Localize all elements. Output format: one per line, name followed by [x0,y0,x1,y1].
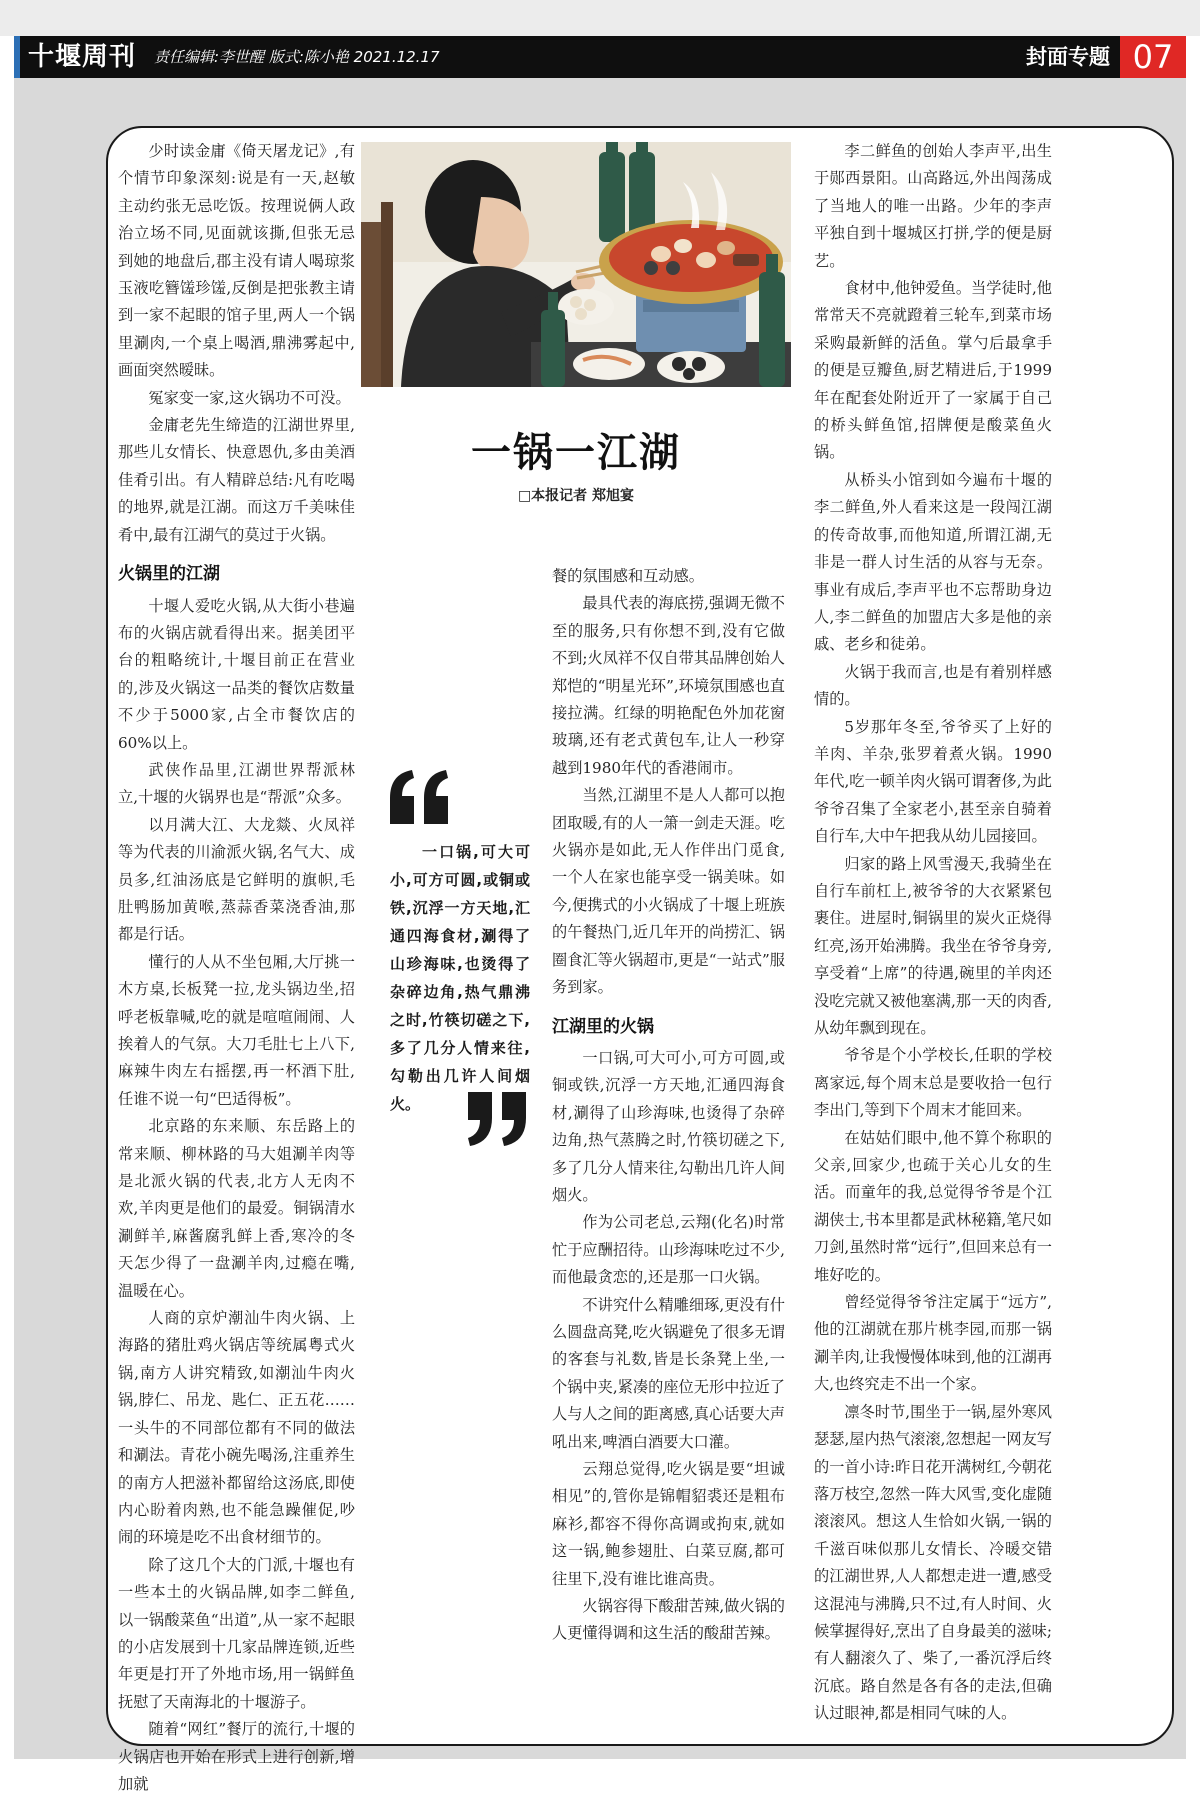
paragraph: 曾经觉得爷爷注定属于“远方”,他的江湖就在那片桃李园,而那一锅涮羊肉,让我慢慢体味到,他的江湖再大,也终究走不出一个家。 [814,1293,1052,1394]
close-quote-icon [460,1088,530,1148]
text-column-3 [552,563,785,1648]
pull-quote [390,838,530,1118]
page-number: 07 [1120,36,1186,78]
paragraph: 懂行的人从不坐包厢,大厅挑一木方桌,长板凳一拉,龙头锅边坐,招呼老板靠喊,吃的就是喧喧闹闹、人挨着人的气氛。大刀毛肚七上八下,麻辣牛肉左右摇摆,再一杯酒下肚,任谁不说一句“巴适得板”。 [118,952,355,1108]
paragraph: 爷爷是个小学校长,任职的学校离家远,每个周末总是要收拾一包行李出门,等到下个周末才能回来。 [814,1046,1052,1120]
paragraph: 最具代表的海底捞,强调无微不至的服务,只有你想不到,没有它做不到;火凤祥不仅自带其品牌创始人郑恺的“明星光环”,环境氛围感也直接拉满。红绿的明艳配色外加花窗玻璃,还有老式黄包车,让人一秒穿越到1980年代的香港闹市。 [552,594,785,777]
paragraph: 不讲究什么精雕细琢,更没有什么圆盘高凳,吃火锅避免了很多无谓的客套与礼数,皆是长条凳上坐,一个锅中夹,紧凑的座位无形中拉近了人与人之间的距离感,真心话要大声吼出来,啤酒白酒要大口灌。 [552,1295,785,1451]
paragraph: 5岁那年冬至,爷爷买了上好的羊肉、羊杂,张罗着煮火锅。1990年代,吃一顿羊肉火锅可谓奢侈,为此爷爷召集了全家老小,甚至亲自骑着自行车,大中午把我从幼儿园接回。 [814,717,1052,846]
paragraph: 少时读金庸《倚天屠龙记》,有个情节印象深刻:说是有一天,赵敏主动约张无忌吃饭。按理说俩人政治立场不同,见面就该撕,但张无忌到她的地盘后,郡主没有请人喝琼浆玉液吃簪馐珍馐,反倒是把张教主请到一家不起眼的馆子里,两人一个锅里涮肉,一个桌上喝酒,鼎沸雾起中,画面突然暧昧。 [118,142,355,380]
paragraph: 火锅容得下酸甜苦辣,做火锅的人更懂得调和这生活的酸甜苦辣。 [552,1597,785,1643]
publication-name: 十堰周刊 [28,42,137,72]
paragraph: 云翔总觉得,吃火锅是要“坦诚相见”的,管你是锦帽貂裘还是粗布麻衫,都容不得你高调或拘束,就如这一锅,鲍参翅肚、白菜豆腐,都可往里下,没有谁比谁高贵。 [552,1460,785,1588]
top-margin [0,0,1200,36]
header-blue-tab [14,36,20,78]
paragraph: 随着“网红”餐厅的流行,十堰的火锅店也开始在形式上进行创新,增加就 [118,1720,355,1793]
paragraph: 餐的氛围感和互动感。 [552,567,704,585]
paragraph: 十堰人爱吃火锅,从大街小巷遍布的火锅店就看得出来。据美团平台的粗略统计,十堰目前正在营业的,涉及火锅这一品类的餐饮店数量不少于5000家,占全市餐饮店的60%以上。 [118,596,355,752]
pull-quote-text: 一口锅,可大可小,可方可圆,或铜或铁,沉浮一方天地,汇通四海食材,涮得了山珍海味,也烫得了杂碎边角,热气鼎沸之时,竹筷切磋之下,多了几分人情来往,勾勒出几许人间烟火。 [390,843,530,1113]
paragraph: 归家的路上风雪漫天,我骑坐在自行车前杠上,被爷爷的大衣紧紧包裹住。进屋时,铜锅里的炭火正烧得红亮,汤开始沸腾。我坐在爷爷身旁,享受着“上席”的待遇,碗里的羊肉还没吃完就又被他塞满,那一天的肉香,从幼年飘到现在。 [814,854,1052,1037]
paragraph: 武侠作品里,江湖世界帮派林立,十堰的火锅界也是“帮派”众多。 [118,760,355,807]
paragraph: 从桥头小馆到如今遍布十堰的李二鲜鱼,外人看来这是一段闯江湖的传奇故事,而他知道,所谓江湖,无非是一群人讨生活的从容与无奈。事业有成后,李声平也不忘帮助身边人,李二鲜鱼的加盟店大多是他的亲戚、老乡和徒弟。 [814,470,1052,654]
paragraph: 食材中,他钟爱鱼。当学徒时,他常常天不亮就蹬着三轮车,到菜市场采购最新鲜的活鱼。掌勺后最拿手的便是豆瓣鱼,厨艺精进后,于1999年在配套处附近开了一家属于自己的桥头鲜鱼馆,招牌便是酸菜鱼火锅。 [814,279,1052,462]
text-column-1 [118,138,355,1798]
paragraph: 在姑姑们眼中,他不算个称职的父亲,回家少,也疏于关心儿女的生活。而童年的我,总觉得爷爷是个江湖侠士,书本里都是武林秘籍,笔尺如刀剑,虽然时常“远行”,但回来总有一堆好吃的。 [814,1128,1052,1284]
paragraph: 凛冬时节,围坐于一锅,屋外寒风瑟瑟,屋内热气滚滚,忽想起一网友写的一首小诗:昨日花开满树红,今朝花落万枝空,忽然一阵大风雪,变化虚随滚滚风。想这人生恰如火锅,一锅的千滋百味似那儿女情长、冷暖交错的江湖世界,人人都想走进一遭,感受这混沌与沸腾,只不过,有人时间、火候掌握得好,烹出了自身最美的滋味;有人翻滚久了、柴了,一番沉浮后终沉底。路自然是各有各的走法,但确认过眼神,都是相同气味的人。 [814,1402,1052,1723]
paragraph: 北京路的东来顺、东岳路上的常来顺、柳林路的马大姐涮羊肉等是北派火锅的代表,北方人无肉不欢,羊肉更是他们的最爱。铜锅清水涮鲜羊,麻酱腐乳鲜上香,寒冷的冬天怎少得了一盘涮羊肉,过瘾在嘴,温暖在心。 [118,1117,355,1300]
paragraph: 冤家变一家,这火锅功不可没。 [148,388,351,407]
paragraph: 当然,江湖里不是人人都可以抱团取暖,有的人一箫一剑走天涯。吃火锅亦是如此,无人作伴出门觅食,一个人在家也能享受一锅美味。如今,便携式的小火锅成了十堰上班族的午餐热门,近几年开的尚捞汇、锅圈食汇等火锅超市,更是“一站式”服务到家。 [552,786,785,997]
editor-credits: 责任编辑:李世醒 版式:陈小艳 2021.12.17 [154,48,440,66]
section-title: 封面专题 [1026,45,1110,69]
hotpot-illustration-svg [361,142,791,387]
paragraph: 一口锅,可大可小,可方可圆,或铜或铁,沉浮一方天地,汇通四海食材,涮得了山珍海味,也烫得了杂碎边角,热气蒸腾之时,竹筷切磋之下,多了几分人情来往,勾勒出几许人间烟火。 [552,1048,785,1204]
article-byline: □本报记者 郑旭宴 [517,488,635,504]
hotpot-illustration [361,142,791,387]
page-header [14,36,1186,78]
paragraph: 火锅于我而言,也是有着别样感情的。 [814,662,1052,709]
subheading-jianghu-hotpot: 江湖里的火锅 [552,1016,654,1037]
paragraph: 人商的京炉潮汕牛肉火锅、上海路的猪肚鸡火锅店等统属粤式火锅,南方人讲究精致,如潮汕牛肉火锅,脖仁、吊龙、匙仁、正五花……一头牛的不同部位都有不同的做法和涮法。青花小碗先喝汤,注重养生的南方人把滋补都留给这汤底,即使内心盼着肉熟,也不能急躁催促,吵闹的环境是吃不出食材细节的。 [118,1309,355,1547]
open-quote-icon [386,768,456,828]
article-title: 一锅一江湖 [471,429,681,476]
paragraph: 除了这几个大的门派,十堰也有一些本土的火锅品牌,如李二鲜鱼,以一锅酸菜鱼“出道”,从一家不起眼的小店发展到十几家品牌连锁,近些年更是打开了外地市场,用一锅鲜鱼抚慰了天南海北的十堰游子。 [118,1555,355,1711]
paragraph: 李二鲜鱼的创始人李声平,出生于郧西景阳。山高路远,外出闯荡成了当地人的唯一出路。少年的李声平独自到十堰城区打拼,学的便是厨艺。 [814,142,1052,270]
paragraph: 以月满大江、大龙燚、火凤祥等为代表的川渝派火锅,名气大、成员多,红油汤底是它鲜明的旗帜,毛肚鸭肠加黄喉,蒸蒜香菜浇香油,那都是行话。 [118,815,355,944]
subheading-hotpot-jianghu: 火锅里的江湖 [118,564,220,585]
paragraph: 金庸老先生缔造的江湖世界里,那些儿女情长、快意恩仇,多由美酒佳肴引出。有人精辟总结:凡有吃喝的地界,就是江湖。而这万千美味佳肴中,最有江湖气的莫过于火锅。 [118,416,355,544]
article-panel [106,126,1174,1793]
text-column-4 [814,138,1052,1728]
paragraph: 作为公司老总,云翔(化名)时常忙于应酬招待。山珍海味吃过不少,而他最贪恋的,还是那一口火锅。 [552,1213,785,1287]
